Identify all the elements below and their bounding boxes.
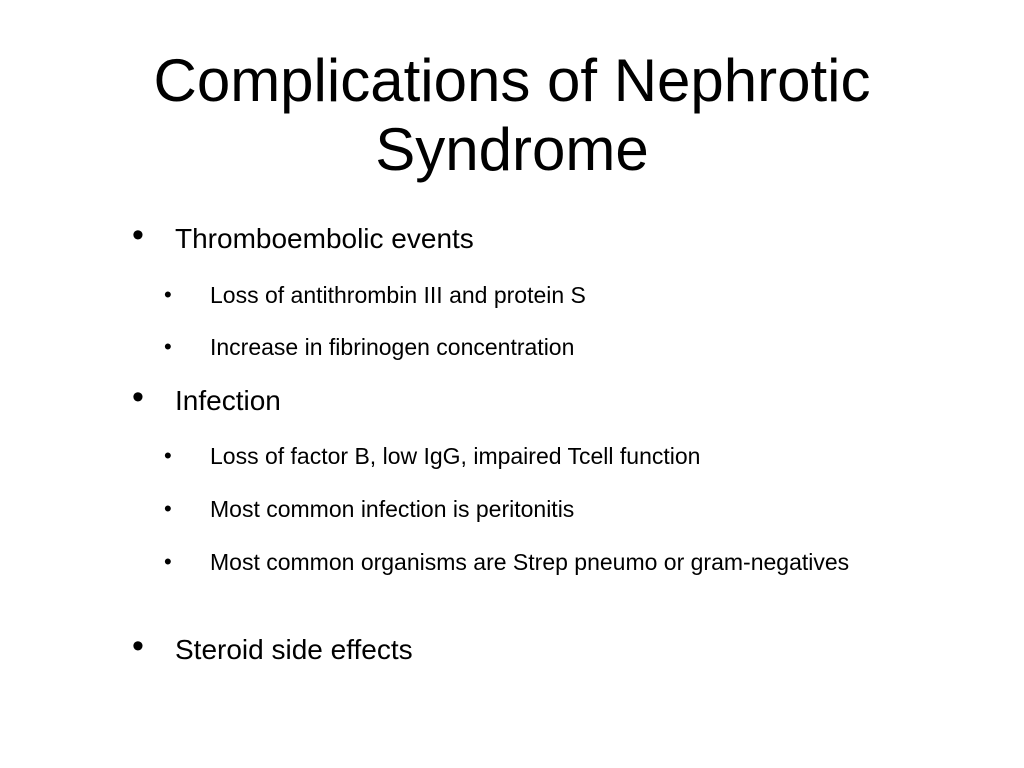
sub-bullet-text: Loss of antithrombin III and protein S xyxy=(210,282,586,308)
sub-bullet-icon: • xyxy=(164,282,172,307)
sub-bullet-text: Most common infection is peritonitis xyxy=(210,496,575,522)
sub-bullet-icon: • xyxy=(164,496,172,521)
bullet-icon: • xyxy=(132,627,144,665)
bullet-icon: • xyxy=(132,216,144,254)
sub-bullet-icon: • xyxy=(164,443,172,468)
slide-title-line-2: Syndrome xyxy=(375,116,649,183)
bullet-text: Infection xyxy=(175,385,281,416)
bullet-text: Thromboembolic events xyxy=(175,223,474,254)
sub-bullet-icon: • xyxy=(164,334,172,359)
sub-bullet-text: Increase in fibrinogen concentration xyxy=(210,334,575,360)
slide-title-line-1: Complications of Nephrotic xyxy=(153,47,871,114)
sub-bullet-text: Most common organisms are Strep pneumo or gram-negatives xyxy=(210,549,850,575)
bullet-text: Steroid side effects xyxy=(175,634,413,665)
bullet-icon: • xyxy=(132,378,144,416)
sub-bullet-text: Loss of factor B, low IgG, impaired Tcell function xyxy=(210,443,701,469)
sub-bullet-icon: • xyxy=(164,549,172,574)
